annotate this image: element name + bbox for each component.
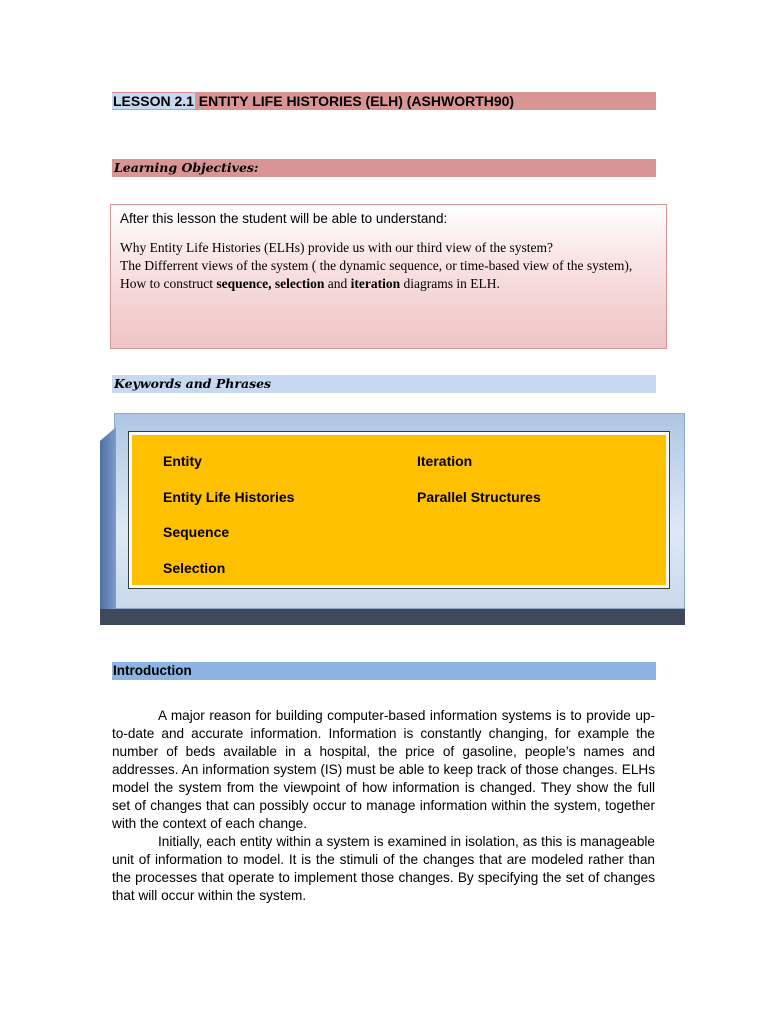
- keywords-panel: [128, 431, 670, 589]
- introduction-paragraph-1: A major reason for building computer-based information systems is to provide up-to-date and accurate information. Information is constantly changing, for example the number of beds available in a hospital, the price of gasoline, people’s names and addresses. An information system (IS) must be able to keep track of those changes. ELHs model the system from the viewpoint of how information is changed. They show the full set of changes that can possibly occur to manage information within the system, together with the context of each change.: [112, 708, 655, 831]
- introduction-body: [112, 707, 655, 905]
- objective-item-1: Why Entity Life Histories (ELHs) provide us with our third view of the system?: [120, 240, 554, 255]
- objective-item-2: The Differrent views of the system ( the dynamic sequence, or time-based view of the system),: [120, 258, 633, 273]
- lesson-title-text: ENTITY LIFE HISTORIES (ELH) (ASHWORTH90): [194, 93, 515, 109]
- objective-item-3-bold-sequence: sequence, selection: [216, 276, 325, 291]
- keyword-selection: Selection: [163, 560, 226, 576]
- frame-bevel-bottom: [100, 609, 685, 625]
- frame-bevel-left: [100, 427, 116, 609]
- keywords-frame: [100, 413, 685, 625]
- objectives-list: [120, 239, 657, 293]
- objective-item-3-prefix: How to construct: [120, 276, 217, 291]
- objective-item-3-bold-iteration: iteration: [350, 276, 401, 291]
- objective-item-3: [120, 275, 657, 293]
- keyword-entity-life-histories: Entity Life Histories: [163, 489, 295, 505]
- keywords-heading: Keywords and Phrases: [112, 375, 656, 393]
- learning-objectives-box: [110, 204, 667, 349]
- objective-item-3-suffix: diagrams in ELH.: [400, 276, 500, 291]
- lesson-number: LESSON 2.1: [113, 93, 194, 109]
- introduction-heading: Introduction: [112, 662, 656, 680]
- keyword-parallel-structures: Parallel Structures: [417, 489, 541, 505]
- keyword-iteration: Iteration: [417, 453, 473, 469]
- keyword-sequence: Sequence: [163, 524, 230, 540]
- keywords-highlight-box: [132, 435, 666, 585]
- objectives-intro: After this lesson the student will be able to understand:: [120, 211, 448, 226]
- lesson-title: [112, 92, 656, 110]
- introduction-paragraph-2: Initially, each entity within a system is examined in isolation, as this is manageable unit of information to model. It is the stimuli of the changes that are modeled rather than the processes that operate to implement those changes. By specifying the set of changes that will occur within the system.: [112, 834, 655, 903]
- learning-objectives-heading: Learning Objectives:: [112, 159, 656, 177]
- objective-item-3-mid: and: [324, 276, 351, 291]
- keyword-entity: Entity: [163, 453, 202, 469]
